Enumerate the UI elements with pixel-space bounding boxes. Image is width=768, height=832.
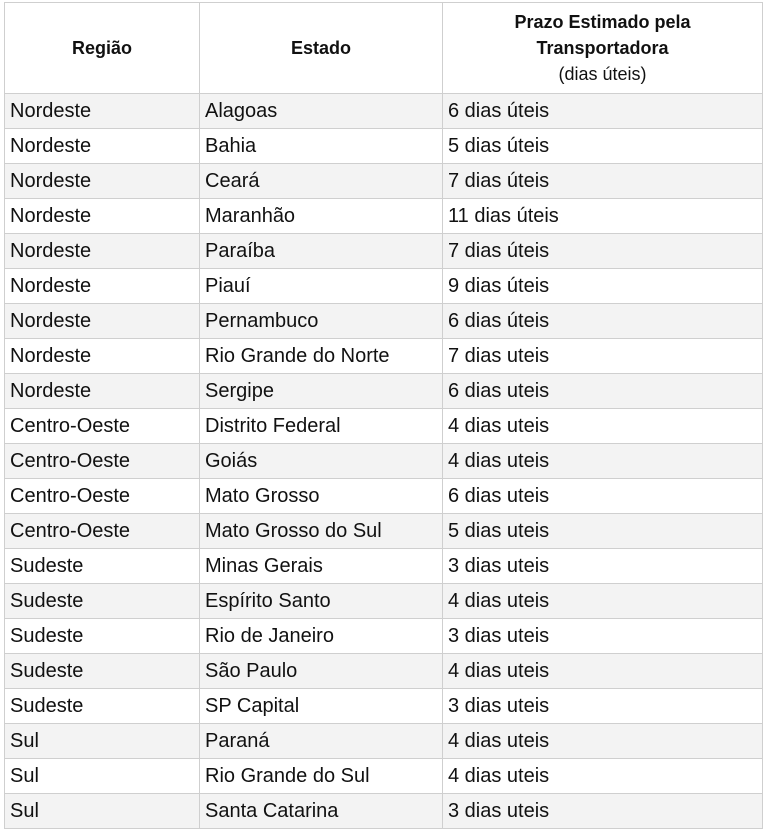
cell-region: Nordeste: [5, 164, 200, 199]
cell-state: Mato Grosso do Sul: [200, 514, 443, 549]
table-row: [5, 759, 763, 794]
cell-region: Nordeste: [5, 129, 200, 164]
cell-region: Centro-Oeste: [5, 409, 200, 444]
cell-region: Sul: [5, 794, 200, 829]
table-row: [5, 374, 763, 409]
cell-deadline: 5 dias uteis: [443, 514, 763, 549]
cell-deadline: 4 dias uteis: [443, 409, 763, 444]
table-row: [5, 794, 763, 829]
cell-deadline: 3 dias uteis: [443, 689, 763, 724]
table-row: [5, 724, 763, 759]
cell-deadline: 9 dias úteis: [443, 269, 763, 304]
table-row: [5, 584, 763, 619]
cell-deadline: 6 dias úteis: [443, 304, 763, 339]
table-row: [5, 304, 763, 339]
table-row: [5, 164, 763, 199]
cell-deadline: 3 dias uteis: [443, 549, 763, 584]
cell-region: Sudeste: [5, 584, 200, 619]
cell-region: Centro-Oeste: [5, 479, 200, 514]
cell-deadline: 4 dias uteis: [443, 444, 763, 479]
header-deadline-line1: Prazo Estimado pela: [514, 12, 691, 32]
cell-state: Espírito Santo: [200, 584, 443, 619]
cell-state: Bahia: [200, 129, 443, 164]
cell-state: Pernambuco: [200, 304, 443, 339]
cell-region: Sudeste: [5, 689, 200, 724]
cell-deadline: 6 dias úteis: [443, 94, 763, 129]
cell-state: Paraná: [200, 724, 443, 759]
table-row: [5, 654, 763, 689]
cell-region: Sudeste: [5, 619, 200, 654]
table-row: [5, 514, 763, 549]
cell-state: Goiás: [200, 444, 443, 479]
cell-region: Sul: [5, 759, 200, 794]
table-row: [5, 444, 763, 479]
cell-state: Minas Gerais: [200, 549, 443, 584]
table-row: [5, 689, 763, 724]
cell-state: Distrito Federal: [200, 409, 443, 444]
cell-state: Mato Grosso: [200, 479, 443, 514]
cell-state: Sergipe: [200, 374, 443, 409]
cell-deadline: 6 dias uteis: [443, 374, 763, 409]
cell-state: Santa Catarina: [200, 794, 443, 829]
cell-state: Rio Grande do Norte: [200, 339, 443, 374]
table-row: [5, 409, 763, 444]
header-deadline-line2: Transportadora: [536, 38, 669, 58]
table-row: [5, 94, 763, 129]
table-row: [5, 199, 763, 234]
cell-region: Sul: [5, 724, 200, 759]
table-row: [5, 619, 763, 654]
cell-state: Paraíba: [200, 234, 443, 269]
shipping-deadline-table: [4, 2, 763, 829]
table-row: [5, 269, 763, 304]
cell-deadline: 4 dias uteis: [443, 654, 763, 689]
cell-deadline: 7 dias uteis: [443, 339, 763, 374]
cell-region: Sudeste: [5, 549, 200, 584]
cell-state: Alagoas: [200, 94, 443, 129]
cell-deadline: 3 dias uteis: [443, 619, 763, 654]
cell-region: Centro-Oeste: [5, 514, 200, 549]
header-deadline: [443, 3, 763, 94]
cell-region: Nordeste: [5, 339, 200, 374]
cell-region: Centro-Oeste: [5, 444, 200, 479]
header-deadline-sub: (dias úteis): [558, 64, 647, 84]
table-body: [5, 94, 763, 829]
cell-deadline: 11 dias úteis: [443, 199, 763, 234]
cell-state: Ceará: [200, 164, 443, 199]
cell-region: Nordeste: [5, 269, 200, 304]
cell-state: SP Capital: [200, 689, 443, 724]
cell-state: Piauí: [200, 269, 443, 304]
cell-deadline: 6 dias uteis: [443, 479, 763, 514]
cell-state: Maranhão: [200, 199, 443, 234]
table-row: [5, 129, 763, 164]
cell-region: Sudeste: [5, 654, 200, 689]
cell-deadline: 3 dias uteis: [443, 794, 763, 829]
cell-deadline: 7 dias úteis: [443, 164, 763, 199]
header-row: [5, 3, 763, 94]
cell-deadline: 7 dias úteis: [443, 234, 763, 269]
table-row: [5, 234, 763, 269]
header-region: Região: [5, 3, 200, 94]
table-row: [5, 479, 763, 514]
table-row: [5, 339, 763, 374]
cell-region: Nordeste: [5, 199, 200, 234]
cell-deadline: 4 dias uteis: [443, 759, 763, 794]
cell-region: Nordeste: [5, 94, 200, 129]
cell-deadline: 4 dias uteis: [443, 584, 763, 619]
cell-deadline: 5 dias úteis: [443, 129, 763, 164]
cell-deadline: 4 dias uteis: [443, 724, 763, 759]
cell-state: Rio Grande do Sul: [200, 759, 443, 794]
table-row: [5, 549, 763, 584]
cell-region: Nordeste: [5, 374, 200, 409]
cell-state: São Paulo: [200, 654, 443, 689]
cell-region: Nordeste: [5, 304, 200, 339]
header-state: Estado: [200, 3, 443, 94]
table-header: [5, 3, 763, 94]
cell-state: Rio de Janeiro: [200, 619, 443, 654]
cell-region: Nordeste: [5, 234, 200, 269]
